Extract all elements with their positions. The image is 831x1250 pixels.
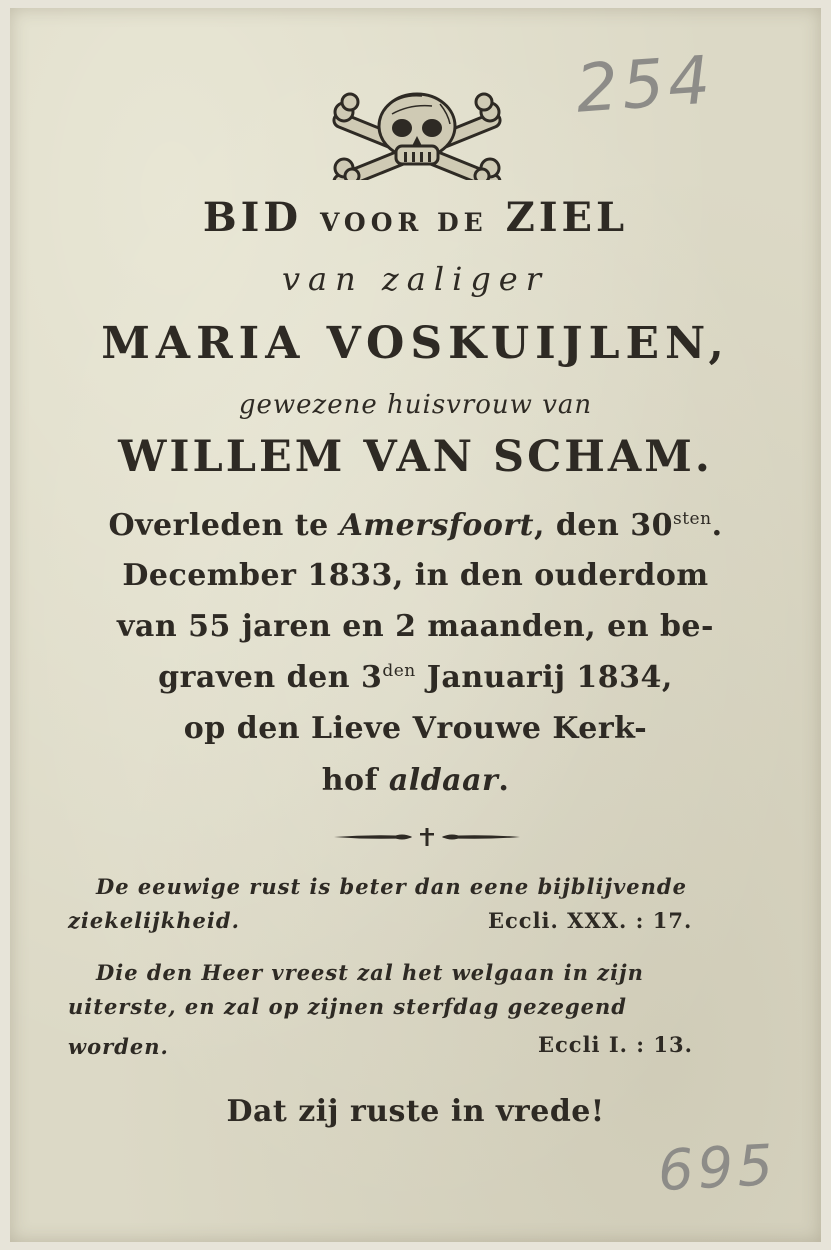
- closing-prayer: Dat zij ruste in vrede!: [226, 1094, 605, 1129]
- body-line-4-end: Januarij 1834,: [415, 660, 673, 695]
- body-line-1: [10, 508, 821, 543]
- cross-divider-icon: [332, 826, 522, 848]
- body-line-6-start: hof: [321, 763, 389, 798]
- body-line-1-start: Overleden te: [108, 508, 340, 543]
- bid-word: BID: [202, 194, 303, 241]
- body-line-6-end: .: [498, 763, 510, 798]
- ordinal-suffix-den: den: [382, 661, 416, 681]
- aldaar-word: aldaar: [388, 763, 499, 798]
- body-line-4: [10, 660, 821, 695]
- deceased-name: MARIA VOSKUIJLEN,: [101, 318, 730, 369]
- verse-1-line-2: ziekelijkheid.: [68, 908, 240, 933]
- body-line-5: op den Lieve Vrouwe Kerk-: [183, 711, 648, 746]
- verse-1-reference: Eccli. XXX. : 17.: [488, 908, 693, 933]
- verse-2-line-2: uiterste, en zal op zijnen sterfdag gezegend: [68, 994, 627, 1019]
- body-line-2: December 1833, in den ouderdom: [122, 558, 709, 593]
- memorial-card: [10, 8, 821, 1242]
- ordinal-suffix-sten: sten: [672, 509, 712, 529]
- van-zaliger-line: van zaliger: [281, 260, 550, 298]
- body-line-1-end: .: [711, 508, 723, 543]
- ziel-word: ZIEL: [505, 194, 629, 241]
- body-line-4-start: graven den 3: [158, 660, 383, 695]
- body-line-3: van 55 jaren en 2 maanden, en be-: [117, 609, 714, 644]
- verse-2-reference: Eccli I. : 13.: [538, 1032, 693, 1057]
- body-line-1-mid: , den 30: [534, 508, 673, 543]
- verse-1-line-1: De eeuwige rust is beter dan eene bijblijvende: [96, 874, 687, 899]
- skull-and-crossbones-icon: [332, 86, 502, 180]
- verse-2-line-3: worden.: [68, 1034, 169, 1059]
- body-line-6: [10, 763, 821, 798]
- gewezene-line: gewezene huisvrouw van: [238, 390, 593, 420]
- verse-2-line-1: Die den Heer vreest zal het welgaan in zijn: [96, 960, 644, 985]
- catalog-number-top: 254: [573, 41, 717, 128]
- bid-voor-de-ziel-heading: [10, 194, 821, 241]
- catalog-number-bottom: 695: [656, 1132, 779, 1205]
- voor-de-words: VOOR DE: [319, 208, 488, 237]
- husband-name: WILLEM VAN SCHAM.: [118, 432, 713, 482]
- place-name: Amersfoort: [339, 508, 535, 543]
